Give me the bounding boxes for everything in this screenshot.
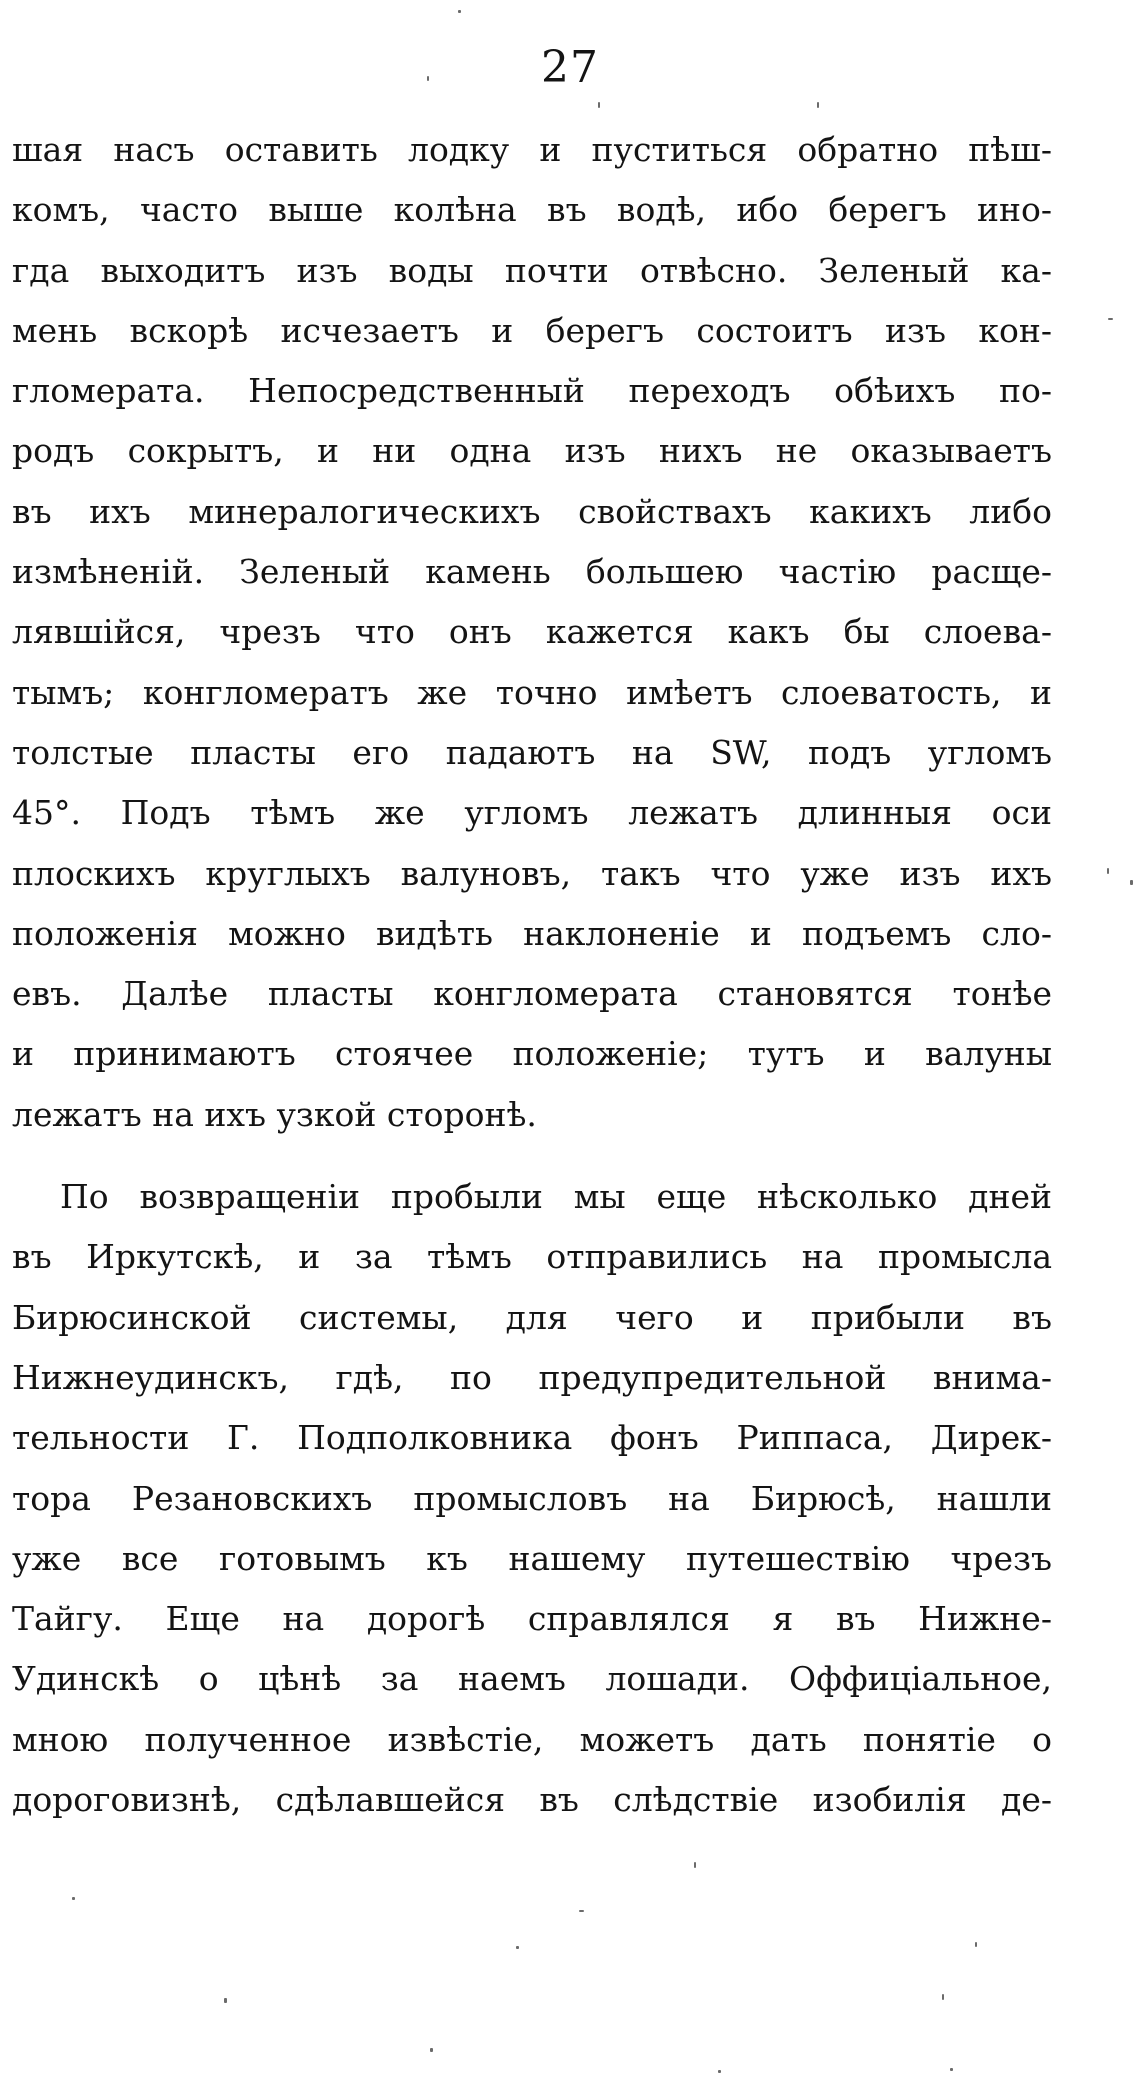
page-number: 27 — [541, 42, 599, 93]
text-line: Удинскѣ о цѣнѣ за наемъ лошади. Оффиціальное, — [12, 1659, 1052, 1699]
scan-speck — [516, 1946, 519, 1949]
scan-speck — [458, 10, 461, 13]
text-line: уже все готовымъ къ нашему путешествію чрезъ — [12, 1538, 1052, 1578]
text-line: мною полученное извѣстіе, можетъ дать понятіе о — [12, 1719, 1052, 1759]
text-line: Нижнеудинскъ, гдѣ, по предупредительной внима- — [12, 1357, 1052, 1397]
text-line: шая насъ оставить лодку и пуститься обратно пѣш- — [12, 130, 1052, 169]
scan-speck — [942, 1994, 944, 2000]
body-text — [12, 120, 1052, 1830]
text-line: и принимаютъ стоячее положеніе; тутъ и валуны — [12, 1034, 1052, 1074]
scan-speck — [598, 102, 600, 108]
text-line: плоскихъ круглыхъ валуновъ, такъ что уже изъ ихъ — [12, 853, 1052, 893]
scan-speck — [1108, 318, 1113, 320]
text-line: тора Резановскихъ промысловъ на Бирюсѣ, нашли — [12, 1478, 1052, 1518]
scan-speck — [72, 1897, 75, 1900]
scan-speck — [430, 2048, 433, 2052]
paragraph-gap — [12, 1145, 1052, 1167]
text-line: мень вскорѣ исчезаетъ и берегъ состоитъ изъ кон- — [12, 310, 1052, 350]
scan-speck — [718, 2070, 721, 2073]
text-line: евъ. Далѣе пласты конгломерата становятся тонѣе — [12, 974, 1052, 1014]
text-line: По возвращеніи пробыли мы еще нѣсколько дней — [60, 1177, 1052, 1217]
text-line: 45°. Подъ тѣмъ же угломъ лежатъ длинныя оси — [12, 793, 1052, 833]
text-line: положенія можно видѣть наклоненіе и подъемъ сло- — [12, 913, 1052, 953]
text-line: тымъ; конгломератъ же точно имѣетъ слоеватость, и — [12, 672, 1052, 712]
text-line: гломерата. Непосредственный переходъ обѣихъ по- — [12, 371, 1052, 411]
scan-speck — [224, 1998, 227, 2003]
text-line: родъ сокрытъ, и ни одна изъ нихъ не оказываетъ — [12, 431, 1052, 471]
scan-speck — [694, 1862, 696, 1868]
scan-speck — [975, 1942, 977, 1947]
text-line: дороговизнѣ, сдѣлавшейся въ слѣдствіе изобилія де- — [12, 1780, 1052, 1820]
scan-speck — [817, 102, 819, 108]
paragraph-2 — [12, 1167, 1052, 1830]
scan-speck — [579, 1910, 584, 1912]
scan-speck — [1130, 880, 1133, 885]
text-line: лежатъ на ихъ узкой сторонѣ. — [12, 1094, 537, 1134]
scan-speck — [427, 76, 429, 81]
text-line: комъ, часто выше колѣна въ водѣ, ибо берегъ ино- — [12, 190, 1052, 230]
scan-speck — [950, 2068, 953, 2071]
scan-speck — [1107, 868, 1109, 874]
text-line: толстые пласты его падаютъ на SW, подъ угломъ — [12, 732, 1052, 772]
text-line: Бирюсинской системы, для чего и прибыли въ — [12, 1297, 1052, 1337]
text-line: въ ихъ минералогическихъ свойствахъ какихъ либо — [12, 491, 1052, 531]
text-line: измѣненій. Зеленый камень большею частію расще- — [12, 552, 1052, 592]
text-line: въ Иркутскѣ, и за тѣмъ отправились на промысла — [12, 1237, 1052, 1277]
text-line: Тайгу. Еще на дорогѣ справлялся я въ Нижне- — [12, 1599, 1052, 1639]
text-line: тельности Г. Подполковника фонъ Риппаса, Дирек- — [12, 1418, 1052, 1458]
text-line: гда выходитъ изъ воды почти отвѣсно. Зеленый ка- — [12, 250, 1052, 290]
paragraph-1 — [12, 120, 1052, 1145]
text-line: лявшійся, чрезъ что онъ кажется какъ бы слоева- — [12, 612, 1052, 652]
